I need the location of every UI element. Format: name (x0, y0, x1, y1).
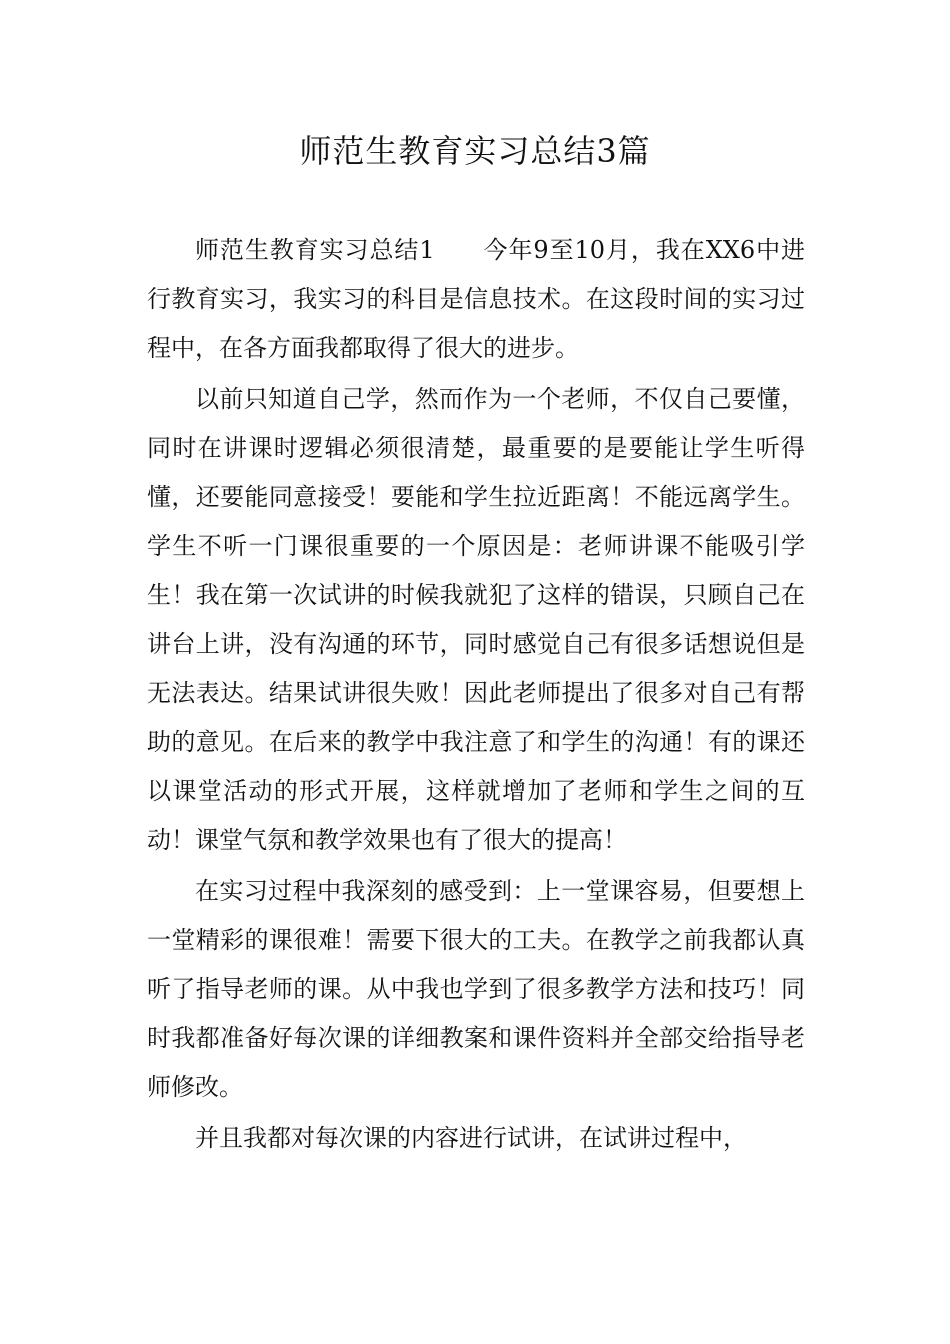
document-title: 师范生教育实习总结3篇 (299, 132, 651, 170)
paragraph-4: 并且我都对每次课的内容进行试讲，在试讲过程中， (195, 1124, 747, 1152)
paragraph-1-text: 今年9至10月，我在XX6中进行教育实习，我实习的科目是信息技术。在这段时间的实习过程中，在各方面我都取得了很大的进步。 (147, 236, 805, 362)
document-body (147, 226, 805, 1165)
paragraph-1 (147, 226, 805, 373)
paragraph-2: 以前只知道自己学，然而作为一个老师，不仅自己要懂，同时在讲课时逻辑必须很清楚，最重要的是要能让学生听得懂，还要能同意接受！要能和学生拉近距离！不能远离学生。学生不听一门课很重要的一个原因是：老师讲课不能吸引学生！我在第一次试讲的时候我就犯了这样的错误，只顾自己在讲台上讲，没有沟通的环节，同时感觉自己有很多话想说但是无法表达。结果试讲很失败！因此老师提出了很多对自己有帮助的意见。在后来的教学中我注意了和学生的沟通！有的课还以课堂活动的形式开展，这样就增加了老师和学生之间的互动！课堂气氛和教学效果也有了很大的提高！ (147, 385, 805, 854)
paragraph-1-lead: 师范生教育实习总结1 (195, 236, 435, 264)
paragraph-3: 在实习过程中我深刻的感受到：上一堂课容易，但要想上一堂精彩的课很难！需要下很大的工夫。在教学之前我都认真听了指导老师的课。从中我也学到了很多教学方法和技巧！同时我都准备好每次课的详细教案和课件资料并全部交给指导老师修改。 (147, 877, 805, 1101)
